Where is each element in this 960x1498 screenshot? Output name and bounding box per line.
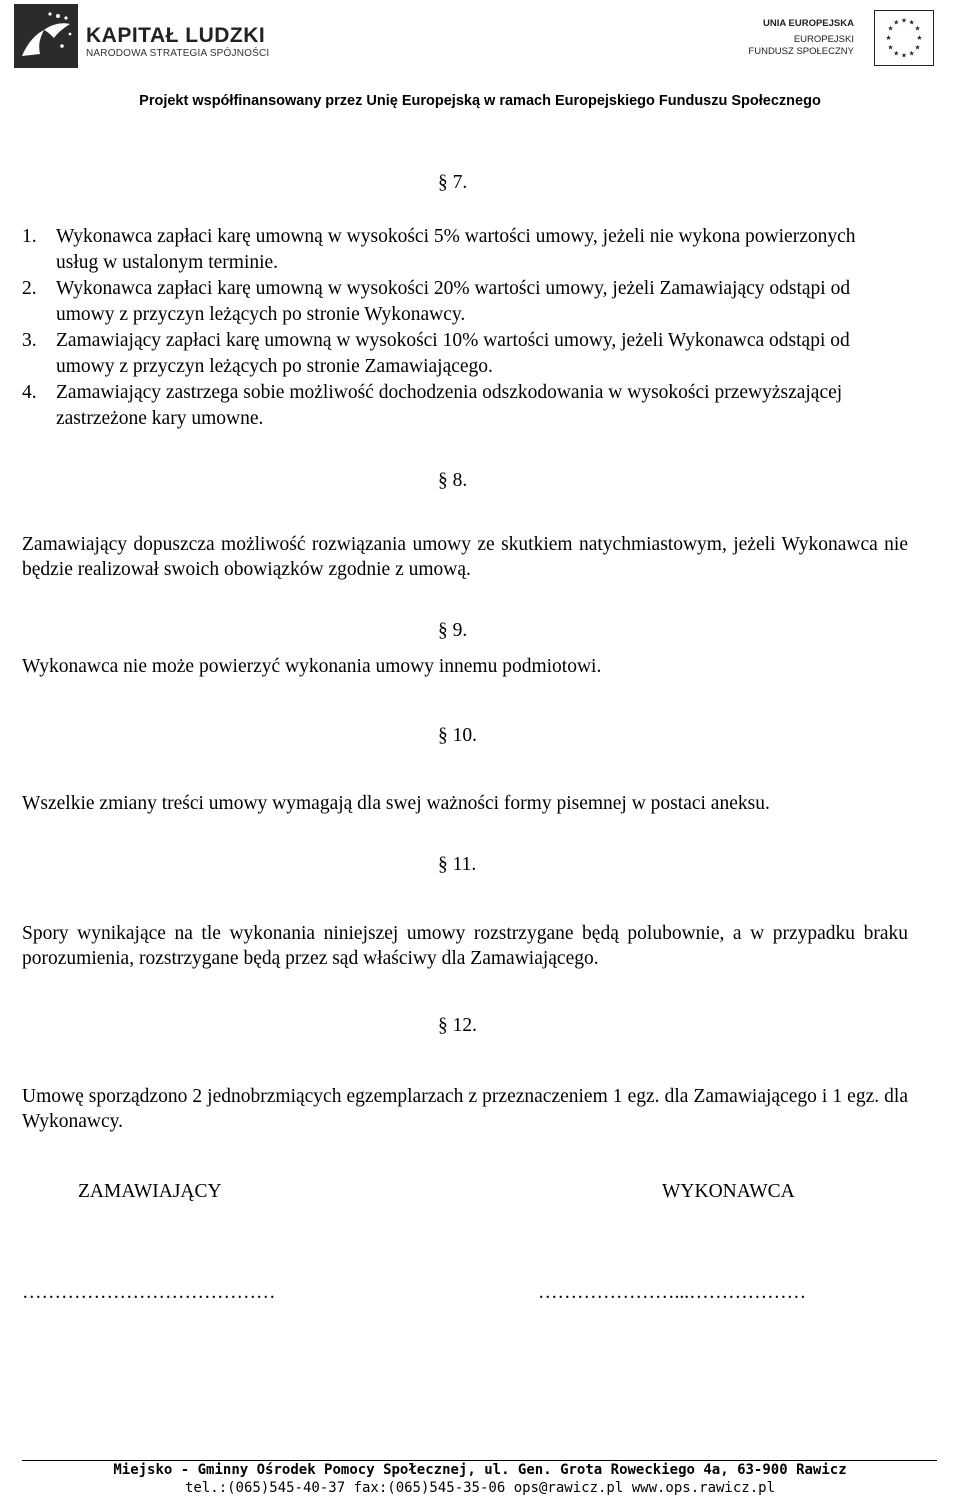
eu-line-3: FUNDUSZ SPOŁECZNY: [748, 46, 854, 57]
svg-text:★: ★: [900, 51, 908, 60]
svg-text:★: ★: [893, 18, 900, 27]
kapital-ludzki-logo: [14, 4, 274, 72]
footer-divider: [22, 1460, 937, 1461]
list-item-number: 3.: [22, 330, 37, 351]
list-item: [22, 224, 902, 276]
eu-line-1: UNIA EUROPEJSKA: [763, 18, 854, 29]
section-11-heading: § 11.: [438, 854, 477, 875]
svg-text:★: ★: [916, 33, 923, 42]
section-10-heading: § 10.: [438, 725, 477, 746]
list-item: [22, 328, 902, 380]
section-8-heading: § 8.: [438, 470, 468, 491]
list-item-text: Zamawiający zastrzega sobie możliwość dochodzenia odszkodowania w wysokości przewyższającej zastrzeżone kary umowne.: [56, 382, 843, 429]
page-header: [0, 0, 960, 118]
list-item: [22, 380, 902, 432]
section-7-heading: § 7.: [438, 172, 468, 193]
footer-contact: tel.:(065)545-40-37 fax:(065)545-35-06 ops@rawicz.pl www.ops.rawicz.pl: [184, 1480, 775, 1496]
project-cofinancing-line: Projekt współfinansowany przez Unię Europejską w ramach Europejskiego Funduszu Społecznego: [139, 93, 821, 109]
section-11-text: Spory wynikające na tle wykonania niniejszej umowy rozstrzygane będą polubownie, a w przypadku braku porozumienia, rozstrzygane będą przez sąd właściwy dla Zamawiającego.: [22, 923, 908, 969]
svg-text:★: ★: [887, 43, 894, 52]
section-9-heading: § 9.: [438, 620, 468, 641]
section-10-text: Wszelkie zmiany treści umowy wymagają dla swej ważności formy pisemnej w postaci aneksu.: [22, 793, 770, 814]
eu-logo: [724, 8, 934, 68]
svg-text:★: ★: [914, 43, 921, 52]
section-7-list: [22, 224, 902, 432]
section-12-text: Umowę sporządzono 2 jednobrzmiących egzemplarzach z przeznaczeniem 1 egz. dla Zamawiającego i 1 egz. dla Wykonawcy.: [22, 1086, 908, 1132]
logo-subtitle: NARODOWA STRATEGIA SPÓJNOŚCI: [86, 48, 270, 59]
svg-text:★: ★: [885, 33, 892, 42]
signature-label-zamawiajacy: ZAMAWIAJĄCY: [78, 1181, 222, 1202]
svg-text:★: ★: [914, 24, 921, 33]
eu-line-2: EUROPEJSKI: [793, 34, 854, 45]
list-item-text: Zamawiający zapłaci karę umowną w wysokości 10% wartości umowy, jeżeli Wykonawca odstąpi od umowy z przyczyn leżących po stronie Zamawiającego.: [56, 330, 850, 377]
section-9-text: Wykonawca nie może powierzyć wykonania umowy innemu podmiotowi.: [22, 656, 602, 677]
signature-line-right: …………………...………………: [538, 1282, 807, 1303]
list-item-number: 1.: [22, 226, 37, 247]
list-item: [22, 276, 902, 328]
section-8-text: Zamawiający dopuszcza możliwość rozwiązania umowy ze skutkiem natychmiastowym, jeżeli Wykonawca nie będzie realizował swoich obowiązków zgodnie z umową.: [22, 534, 908, 580]
list-item-text: Wykonawca zapłaci karę umowną w wysokości 20% wartości umowy, jeżeli Zamawiający odstąpi od umowy z przyczyn leżących po stronie Wykonawcy.: [56, 278, 851, 325]
eu-logo-text: [724, 18, 854, 58]
svg-text:★: ★: [908, 18, 915, 27]
kapital-ludzki-emblem-icon: [14, 4, 78, 68]
signature-label-wykonawca: WYKONAWCA: [662, 1181, 795, 1202]
logo-title: KAPITAŁ LUDZKI: [86, 24, 266, 47]
list-item-number: 2.: [22, 278, 37, 299]
svg-text:★: ★: [893, 49, 900, 58]
svg-text:★: ★: [900, 16, 908, 25]
section-12-heading: § 12.: [438, 1015, 477, 1036]
signature-line-left: …………………………………: [22, 1282, 276, 1303]
eu-flag-icon: [874, 10, 934, 66]
list-item-number: 4.: [22, 382, 37, 403]
list-item-text: Wykonawca zapłaci karę umowną w wysokości 5% wartości umowy, jeżeli nie wykona powierzonych usług w ustalonym terminie.: [56, 226, 856, 273]
svg-text:★: ★: [908, 49, 915, 58]
footer-address: Miejsko - Gminny Ośrodek Pomocy Społecznej, ul. Gen. Grota Roweckiego 4a, 63-900 Rawicz: [113, 1462, 847, 1478]
svg-text:★: ★: [887, 24, 894, 33]
